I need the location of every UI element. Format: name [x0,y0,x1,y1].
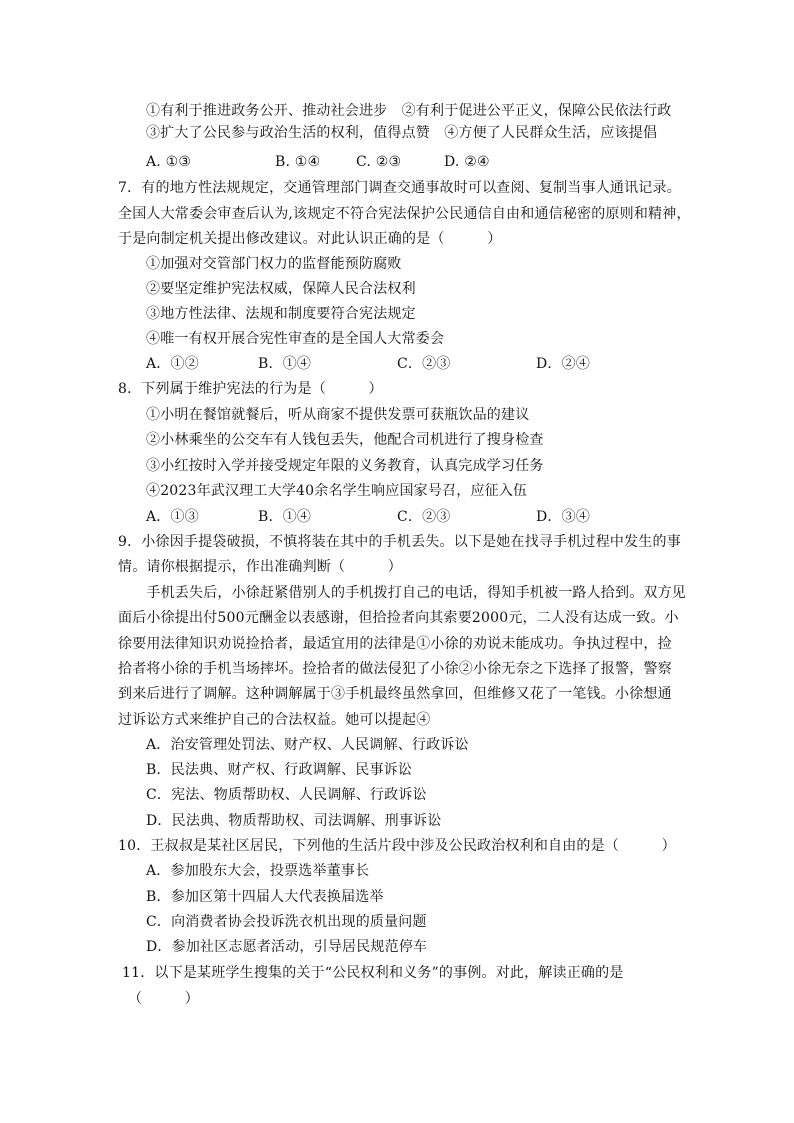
q8-option-b: B．①④ [258,509,312,525]
q8-option-a: A．①③ [146,509,199,525]
q7-option-c: C．②③ [397,356,451,372]
q9-paragraph-line-5: 到来后进行了调解。这种调解属于③手机最终虽然拿回，但维修又花了一笔钱。小徐想通 [118,686,672,702]
q7-option-b: B．①④ [258,356,312,372]
q7-option-a: A．①② [146,356,199,372]
q9-paragraph-line-1: 手机丢失后，小徐赶紧借别人的手机拨打自己的电话，得知手机被一路人拾到。双方见 [118,585,686,601]
q9-option-a: A．治安管理处罚法、财产权、人民调解、行政诉讼 [146,737,469,753]
q8-option-c: C．②③ [397,509,451,525]
q7-option-d: D．②④ [536,356,591,372]
q11-stem-line-1: 11．以下是某班学生搜集的关于“公民权利和义务”的事例。对此，解读正确的是 [122,965,624,981]
q8-item-3: ③小红按时入学并接受规定年限的义务教育，认真完成学习任务 [146,458,544,474]
q8-stem-line-1: 8．下列属于维护宪法的行为是（ ） [118,381,383,397]
q10-option-a: A．参加股东大会，投票选举董事长 [146,863,370,879]
q7-item-3: ③地方性法律、法规和制度要符合宪法规定 [146,306,416,322]
q7-stem-line-1: 7．有的地方性法规规定，交通管理部门调查交通事故时可以查阅、复制当事人通讯记录。 [118,180,681,196]
q7-item-1: ①加强对交管部门权力的监督能预防腐败 [146,256,402,272]
q6-option-a: A. ①③ [146,154,192,170]
q9-option-d: D．民法典、物质帮助权、司法调解、刑事诉讼 [146,813,442,829]
q8-option-d: D．③④ [536,509,591,525]
q6-option-d: D. ②④ [444,154,490,170]
q8-item-1: ①小明在餐馆就餐后，听从商家不提供发票可获瓶饮品的建议 [146,407,530,423]
q10-stem-line-1: 10．王叔叔是某社区居民，下列他的生活片段中涉及公民政治权利和自由的是（ ） [118,838,676,854]
q11-stem-line-2: （ ） [128,991,199,1007]
q10-option-d: D．参加社区志愿者活动，引导居民规范停车 [146,939,428,955]
q9-paragraph-line-3: 徐要用法律知识劝说捡拾者，最适宜用的法律是①小徐的劝说未能成功。争执过程中，捡 [118,636,672,652]
q8-item-2: ②小林乘坐的公交车有人钱包丢失，他配合司机进行了搜身检查 [146,432,544,448]
q9-option-c: C．宪法、物质帮助权、人民调解、行政诉讼 [146,787,427,803]
q9-stem-line-2: 情。请你根据提示，作出准确判断（ ） [118,559,402,575]
q9-option-b: B．民法典、财产权、行政调解、民事诉讼 [146,762,413,778]
q7-item-4: ④唯一有权开展合宪性审查的是全国人大常委会 [146,331,445,347]
q9-paragraph-line-4: 拾者将小徐的手机当场摔坏。捡拾者的做法侵犯了小徐②小徐无奈之下选择了报警，警察 [118,661,672,677]
q9-paragraph-line-6: 过诉讼方式来维护自己的合法权益。她可以提起④ [118,712,431,728]
q10-option-b: B．参加区第十四届人大代表换届选举 [146,889,384,905]
q9-stem-line-1: 9．小徐因手提袋破损，不慎将装在其中的手机丢失。以下是她在找寻手机过程中发生的事 [118,534,681,550]
q10-option-c: C．向消费者协会投诉洗衣机出现的质量问题 [146,914,427,930]
q6-option-b: B. ①④ [275,154,321,170]
q7-stem-line-2: 全国人大常委会审查后认为,该规定不符合宪法保护公民通信自由和通信秘密的原则和精神， [118,206,691,222]
q6-statement-line-2: ③扩大了公民参与政治生活的权利，值得点赞 ④方便了人民群众生活，应该提倡 [146,125,658,141]
q7-stem-line-3: 于是向制定机关提出修改建议。对此认识正确的是（ ） [118,231,502,247]
q6-statement-line-1: ①有利于推进政务公开、推动社会进步 ②有利于促进公平正义，保障公民依法行政 [146,103,672,119]
q7-item-2: ②要坚定维护宪法权威，保障人民合法权利 [146,281,416,297]
q6-option-c: C. ②③ [356,154,402,170]
q8-item-4: ④2023年武汉理工大学40余名学生响应国家号召，应征入伍 [146,483,528,499]
q9-paragraph-line-2: 面后小徐提出付500元酬金以表感谢，但拾捡者向其索要2000元，二人没有达成一致。小 [118,610,679,626]
